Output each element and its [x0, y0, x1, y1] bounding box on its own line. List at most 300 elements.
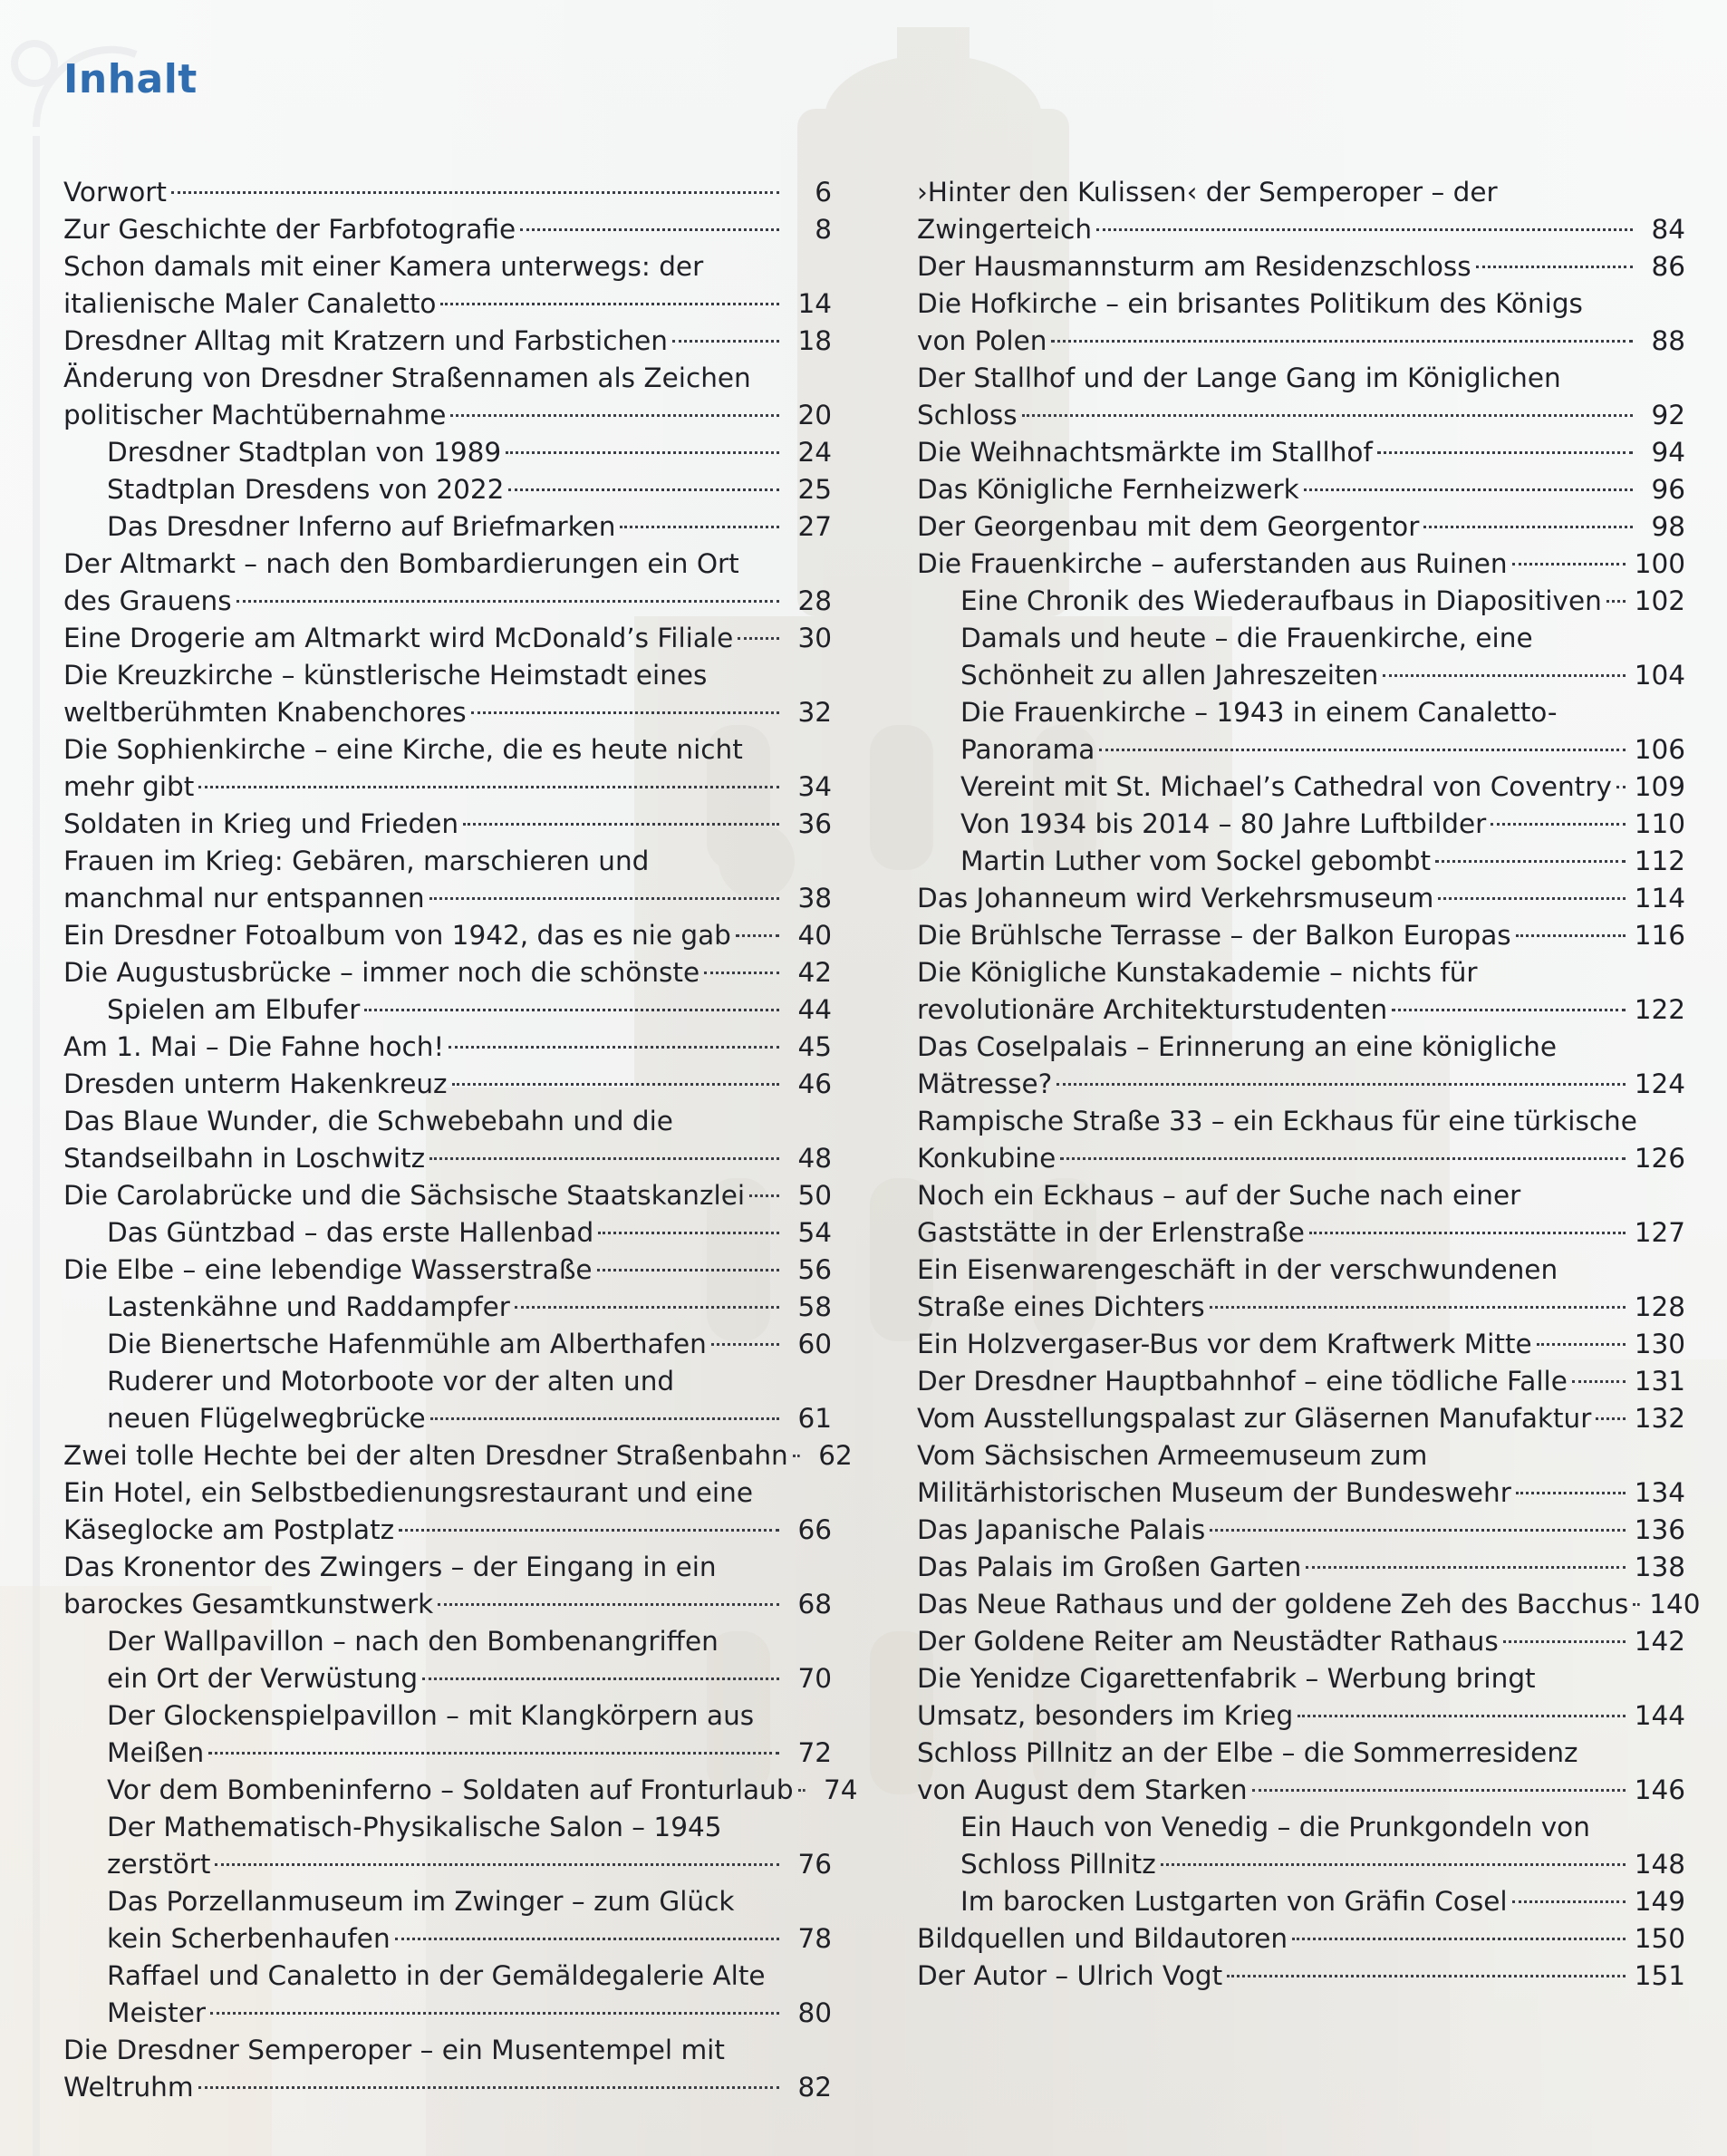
- page-number: 146: [1634, 1774, 1685, 1805]
- page-number: 86: [1651, 251, 1685, 282]
- toc-entry-title: manchmal nur entspannen: [63, 883, 425, 914]
- dot-leader: [1633, 1603, 1640, 1606]
- dot-leader: [429, 897, 779, 900]
- toc-entry: [917, 1586, 1701, 1623]
- toc-entry-row: [63, 2069, 832, 2106]
- toc-entry-title-line: Der Mathematisch-Physikalische Salon – 1945: [107, 1812, 722, 1842]
- dot-leader: [1210, 1306, 1626, 1309]
- toc-entry-row: [63, 1437, 853, 1474]
- dot-leader: [1056, 1083, 1625, 1086]
- page-number: 144: [1634, 1700, 1685, 1731]
- toc-subentry: [63, 1363, 832, 1437]
- toc-entry-title: Zwingerteich: [917, 214, 1093, 245]
- toc-entry-row: [63, 806, 832, 843]
- toc-entry: [917, 285, 1685, 360]
- toc-subentry: [63, 1697, 832, 1772]
- page-number: 20: [797, 400, 832, 430]
- dot-leader: [438, 1603, 779, 1606]
- page-number: 44: [797, 994, 832, 1025]
- toc-entry-row: [63, 1512, 832, 1549]
- toc-entry-title: Der Goldene Reiter am Neustädter Rathaus: [917, 1626, 1499, 1657]
- toc-entry-title: Im barocken Lustgarten von Gräfin Cosel: [960, 1886, 1508, 1917]
- toc-entry: [917, 508, 1685, 546]
- toc-entry-title-line: Das Porzellanmuseum im Zwinger – zum Glück: [107, 1886, 735, 1917]
- dot-leader: [399, 1529, 779, 1532]
- toc-entry-title: Vom Ausstellungspalast zur Gläsernen Manufaktur: [917, 1403, 1592, 1434]
- dot-leader: [449, 1046, 779, 1049]
- page-number: 88: [1651, 325, 1685, 356]
- page-number: 140: [1649, 1589, 1701, 1619]
- toc-entry-row: [960, 1846, 1685, 1883]
- toc-entry: [63, 174, 832, 211]
- dot-leader: [1306, 1566, 1625, 1569]
- dot-leader: [1503, 1640, 1626, 1643]
- toc-entry-row: [917, 1214, 1685, 1252]
- toc-entry-title-line: Der Altmarkt – nach den Bombardierungen ein Ort: [63, 548, 739, 579]
- toc-entry-title: Spielen am Elbufer: [107, 994, 361, 1025]
- toc-entry-row: [917, 1512, 1685, 1549]
- toc-entry-title-line: Frauen im Krieg: Gebären, marschieren und: [63, 846, 650, 876]
- toc-entry-title: Das Güntzbad – das erste Hallenbad: [107, 1217, 594, 1248]
- page-number: 60: [797, 1329, 832, 1359]
- toc-entry: [63, 954, 832, 991]
- toc-entry-title: von August dem Starken: [917, 1774, 1248, 1805]
- dot-leader: [1298, 1715, 1626, 1717]
- toc-entry: [63, 731, 832, 806]
- dot-leader: [1252, 1789, 1626, 1792]
- toc-entry-title-line: Raffael und Canaletto in der Gemäldegalerie Alte: [107, 1960, 766, 1991]
- page-number: 142: [1634, 1626, 1685, 1657]
- page-number: 106: [1634, 734, 1685, 765]
- toc-entry-row: [917, 1549, 1685, 1586]
- toc-entry-title-line: Die Sophienkirche – eine Kirche, die es heute nicht: [63, 734, 743, 765]
- toc-entry: [917, 1326, 1685, 1363]
- toc-entry: [63, 360, 832, 434]
- page-number: 138: [1634, 1552, 1685, 1582]
- toc-entry-title-line: Der Glockenspielpavillon – mit Klangkörpern aus: [107, 1700, 755, 1731]
- toc-entry: [63, 806, 832, 843]
- toc-entry-row: [960, 806, 1685, 843]
- toc-entry: [63, 1029, 832, 1066]
- toc-entry-row: [917, 248, 1685, 285]
- toc-entry-title: mehr gibt: [63, 771, 195, 802]
- dot-leader: [440, 303, 779, 305]
- dot-leader: [711, 1343, 779, 1346]
- toc-entry-title: politischer Machtübernahme: [63, 400, 447, 430]
- toc-subentry: [917, 843, 1685, 880]
- toc-entry: [63, 620, 832, 657]
- dot-leader: [1377, 451, 1633, 454]
- toc-entry-title: Das Neue Rathaus und der goldene Zeh des Bacchus: [917, 1589, 1629, 1619]
- toc-entry-row: [917, 211, 1685, 248]
- dot-leader: [364, 1009, 779, 1011]
- page-number: 151: [1634, 1960, 1685, 1991]
- toc-entry-title: Von 1934 bis 2014 – 80 Jahre Luftbilder: [960, 808, 1487, 839]
- toc-entry-row: [63, 1140, 832, 1177]
- toc-entry-title-line: Die Königliche Kunstakademie – nichts für: [917, 957, 1478, 988]
- toc-entry-title: Das Johanneum wird Verkehrsmuseum: [917, 883, 1434, 914]
- toc-subentry: [63, 1326, 832, 1363]
- toc-entry-title: Zwei tolle Hechte bei der alten Dresdner Straßenbahn: [63, 1440, 788, 1471]
- toc-entry-title: Meißen: [107, 1737, 205, 1768]
- toc-entry-title: Das Dresdner Inferno auf Briefmarken: [107, 511, 616, 542]
- toc-entry: [917, 1549, 1685, 1586]
- toc-entry-title: zerstört: [107, 1849, 211, 1880]
- toc-subentry: [917, 694, 1685, 769]
- toc-entry-row: [63, 583, 832, 620]
- toc-entry-row: [917, 1400, 1685, 1437]
- toc-entry-title: Dresdner Alltag mit Kratzern und Farbstichen: [63, 325, 669, 356]
- toc-entry: [917, 1252, 1685, 1326]
- toc-entry-row: [917, 1697, 1685, 1735]
- toc-entry-title: ein Ort der Verwüstung: [107, 1663, 419, 1694]
- toc-entry-title-line: Vom Sächsischen Armeemuseum zum: [917, 1440, 1428, 1471]
- toc-entry-row: [917, 1140, 1685, 1177]
- toc-entry-row: [917, 917, 1685, 954]
- toc-entry-title: Die Augustusbrücke – immer noch die schönste: [63, 957, 700, 988]
- dot-leader: [598, 1232, 779, 1234]
- toc-entry-title: Das Königliche Fernheizwerk: [917, 474, 1299, 505]
- toc-entry-title: Vereint mit St. Michael’s Cathedral von Coventry: [960, 771, 1612, 802]
- page-number: 70: [797, 1663, 832, 1694]
- toc-entry-title: Umsatz, besonders im Krieg: [917, 1700, 1294, 1731]
- dot-leader: [1438, 897, 1625, 900]
- page-number: 78: [797, 1923, 832, 1954]
- page-number: 6: [815, 177, 832, 208]
- toc-entry-title-line: Das Kronentor des Zwingers – der Eingang in ein: [63, 1552, 717, 1582]
- toc-entry-row: [917, 880, 1685, 917]
- toc-entry-row: [63, 769, 832, 806]
- toc-subentry: [917, 769, 1685, 806]
- toc-entry-row: [63, 397, 832, 434]
- page-number: 42: [797, 957, 832, 988]
- toc-entry-row: [917, 1772, 1685, 1809]
- dot-leader: [429, 1157, 779, 1160]
- dot-leader: [1616, 786, 1626, 788]
- toc-entry-title-line: ›Hinter den Kulissen‹ der Semperoper – der: [917, 177, 1498, 208]
- toc-entry-row: [63, 917, 832, 954]
- dot-leader: [620, 526, 779, 528]
- toc-entry: [63, 1437, 853, 1474]
- toc-entry: [917, 1920, 1685, 1958]
- toc-entry-row: [107, 1735, 832, 1772]
- toc-entry-title: Käseglocke am Postplatz: [63, 1514, 395, 1545]
- toc-entry-title-line: Die Yenidze Cigarettenfabrik – Werbung bringt: [917, 1663, 1536, 1694]
- toc-right-column: [917, 174, 1701, 1995]
- page-number: 124: [1634, 1068, 1685, 1099]
- dot-leader: [1292, 1938, 1626, 1940]
- toc-entry: [63, 843, 832, 917]
- toc-entry: [63, 1066, 832, 1103]
- toc-entry-row: [917, 471, 1685, 508]
- toc-entry-title-line: Der Wallpavillon – nach den Bombenangriffen: [107, 1626, 719, 1657]
- toc-entry-title: Straße eines Dichters: [917, 1291, 1205, 1322]
- toc-entry: [63, 1103, 832, 1177]
- toc-entry-title: Ein Dresdner Fotoalbum von 1942, das es nie gab: [63, 920, 731, 951]
- toc-entry: [917, 1177, 1685, 1252]
- toc-entry-title: Eine Chronik des Wiederaufbaus in Diapositiven: [960, 585, 1602, 616]
- toc-entry-row: [107, 1920, 832, 1958]
- toc-subentry: [917, 1809, 1685, 1883]
- page-number: 110: [1634, 808, 1685, 839]
- page-number: 66: [797, 1514, 832, 1545]
- page-number: 80: [797, 1997, 832, 2028]
- dot-leader: [1516, 934, 1626, 937]
- toc-left-column: [63, 174, 858, 2106]
- dot-leader: [798, 1789, 806, 1792]
- toc-entry-title-line: Noch ein Eckhaus – auf der Suche nach einer: [917, 1180, 1521, 1211]
- toc-entry-row: [63, 174, 832, 211]
- toc-entry-title: Schönheit zu allen Jahreszeiten: [960, 660, 1379, 691]
- toc-entry-title-line: Ein Hotel, ein Selbstbedienungsrestaurant und eine: [63, 1477, 753, 1508]
- toc-entry-row: [107, 434, 832, 471]
- page-number: 62: [818, 1440, 853, 1471]
- toc-subentry: [917, 620, 1685, 694]
- toc-entry: [63, 2032, 832, 2106]
- toc-entry-row: [107, 1289, 832, 1326]
- toc-entry-title: Vor dem Bombeninferno – Soldaten auf Fronturlaub: [107, 1774, 794, 1805]
- page-number: 102: [1634, 585, 1685, 616]
- toc-entry-title: Dresden unterm Hakenkreuz: [63, 1068, 448, 1099]
- dot-leader: [597, 1269, 779, 1271]
- page-number: 40: [797, 920, 832, 951]
- page-number: 100: [1634, 548, 1685, 579]
- toc-entry-row: [107, 1326, 832, 1363]
- dot-leader: [1060, 1157, 1625, 1160]
- toc-subentry: [63, 1809, 832, 1883]
- toc-entry-title: Vorwort: [63, 177, 167, 208]
- toc-entry-row: [63, 620, 832, 657]
- toc-entry-title: Stadtplan Dresdens von 2022: [107, 474, 505, 505]
- toc-entry: [63, 1474, 832, 1549]
- toc-entry-title: des Grauens: [63, 585, 232, 616]
- toc-entry-title: Schloss Pillnitz: [960, 1849, 1156, 1880]
- dot-leader: [1537, 1343, 1626, 1346]
- toc-entry-title: Der Dresdner Hauptbahnhof – eine tödliche Falle: [917, 1366, 1568, 1397]
- page-number: 25: [797, 474, 832, 505]
- page-number: 130: [1634, 1329, 1685, 1359]
- toc-entry: [917, 1660, 1685, 1735]
- toc-entry-row: [63, 694, 832, 731]
- dot-leader: [1516, 1492, 1626, 1494]
- page-number: 34: [797, 771, 832, 802]
- toc-entry-title: von Polen: [917, 325, 1047, 356]
- page-number: 28: [797, 585, 832, 616]
- toc-entry-row: [63, 285, 832, 323]
- toc-entry: [917, 1437, 1685, 1512]
- dot-leader: [738, 637, 779, 640]
- toc-entry-title: Mätresse?: [917, 1068, 1053, 1099]
- toc-entry-title: Standseilbahn in Loschwitz: [63, 1143, 426, 1174]
- toc-entry: [917, 880, 1685, 917]
- toc-entry-title: barockes Gesamtkunstwerk: [63, 1589, 434, 1619]
- dot-leader: [215, 1863, 779, 1866]
- toc-entry-title: Lastenkähne und Raddampfer: [107, 1291, 510, 1322]
- toc-entry-row: [107, 1214, 832, 1252]
- page-number: 68: [797, 1589, 832, 1619]
- dot-leader: [1512, 1900, 1626, 1903]
- toc-entry-row: [917, 1326, 1685, 1363]
- toc-entry-row: [917, 1474, 1685, 1512]
- dot-leader: [1051, 340, 1633, 343]
- page-title: Inhalt: [63, 56, 198, 102]
- toc-entry: [63, 546, 832, 620]
- dot-leader: [1161, 1863, 1626, 1866]
- toc-entry-title: Am 1. Mai – Die Fahne hoch!: [63, 1031, 445, 1062]
- toc-entry: [917, 1512, 1685, 1549]
- toc-entry-row: [63, 1177, 832, 1214]
- toc-entry-title-line: Die Hofkirche – ein brisantes Politikum des Königs: [917, 288, 1583, 319]
- toc-entry-title: italienische Maler Canaletto: [63, 288, 437, 319]
- toc-entry-title: Militärhistorischen Museum der Bundeswehr: [917, 1477, 1511, 1508]
- dot-leader: [1227, 1975, 1626, 1977]
- page-number: 98: [1651, 511, 1685, 542]
- page-number: 132: [1634, 1403, 1685, 1434]
- dot-leader: [506, 451, 779, 454]
- toc-entry-row: [63, 1586, 832, 1623]
- toc-entry-title-line: Das Blaue Wunder, die Schwebebahn und die: [63, 1106, 673, 1136]
- dot-leader: [520, 228, 779, 231]
- dot-leader: [1435, 860, 1626, 863]
- toc-entry-title: Panorama: [960, 734, 1095, 765]
- dot-leader: [1309, 1232, 1626, 1234]
- dot-leader: [1304, 488, 1633, 491]
- dot-leader: [672, 340, 779, 343]
- toc-entry-row: [960, 1883, 1685, 1920]
- toc-entry: [917, 1735, 1685, 1809]
- toc-entry: [63, 1252, 832, 1289]
- toc-entry-row: [107, 1660, 832, 1697]
- page-number: 24: [797, 437, 832, 468]
- toc-subentry: [63, 434, 832, 471]
- toc-entry-row: [960, 843, 1685, 880]
- page-number: 84: [1651, 214, 1685, 245]
- toc-entry-row: [107, 991, 832, 1029]
- dot-leader: [208, 1752, 779, 1755]
- toc-entry-title-line: Ein Hauch von Venedig – die Prunkgondeln von: [960, 1812, 1590, 1842]
- toc-entry-title-line: Schon damals mit einer Kamera unterwegs: der: [63, 251, 704, 282]
- toc-entry-row: [107, 1772, 858, 1809]
- toc-entry-title-line: Die Frauenkirche – 1943 in einem Canaletto-: [960, 697, 1558, 728]
- toc-entry-row: [960, 657, 1685, 694]
- dot-leader: [1572, 1380, 1626, 1383]
- dot-leader: [1099, 749, 1625, 751]
- toc-entry-row: [63, 323, 832, 360]
- dot-leader: [515, 1306, 779, 1309]
- toc-entry-title-line: Die Dresdner Semperoper – ein Musentempel mit: [63, 2035, 725, 2065]
- toc-entry-row: [63, 954, 832, 991]
- page-number: 27: [797, 511, 832, 542]
- toc-subentry: [63, 1772, 858, 1809]
- page-number: 61: [797, 1403, 832, 1434]
- toc-entry-row: [917, 991, 1685, 1029]
- toc-entry: [917, 546, 1685, 583]
- dot-leader: [1606, 600, 1626, 603]
- page-number: 30: [797, 623, 832, 653]
- toc-entry-title: weltberühmten Knabenchores: [63, 697, 467, 728]
- dot-leader: [450, 414, 779, 417]
- page-number: 36: [797, 808, 832, 839]
- page-number: 149: [1634, 1886, 1685, 1917]
- page-number: 116: [1634, 920, 1685, 951]
- toc-entry-title: Schloss: [917, 400, 1018, 430]
- page-number: 126: [1634, 1143, 1685, 1174]
- page-number: 46: [797, 1068, 832, 1099]
- toc-entry: [917, 248, 1685, 285]
- dot-leader: [236, 600, 779, 603]
- toc-subentry: [63, 1883, 832, 1958]
- toc-entry-title: Die Elbe – eine lebendige Wasserstraße: [63, 1254, 593, 1285]
- toc-entry: [63, 657, 832, 731]
- toc-entry-title: neuen Flügelwegbrücke: [107, 1403, 426, 1434]
- toc-entry-title: Bildquellen und Bildautoren: [917, 1923, 1288, 1954]
- toc-entry-title: Martin Luther vom Sockel gebombt: [960, 846, 1432, 876]
- page-number: 122: [1634, 994, 1685, 1025]
- toc-entry-row: [107, 1995, 832, 2032]
- page-number: 50: [797, 1180, 832, 1211]
- page-number: 134: [1634, 1477, 1685, 1508]
- toc-subentry: [917, 806, 1685, 843]
- toc-entry-row: [917, 508, 1685, 546]
- toc-entry-row: [917, 1920, 1685, 1958]
- toc-entry: [917, 471, 1685, 508]
- page-number: 18: [797, 325, 832, 356]
- page-number: 45: [797, 1031, 832, 1062]
- toc-entry-title: Die Weihnachtsmärkte im Stallhof: [917, 437, 1373, 468]
- toc-entry-row: [917, 1289, 1685, 1326]
- toc-entry-title-line: Der Stallhof und der Lange Gang im Königlichen: [917, 363, 1561, 393]
- toc-entry-row: [917, 397, 1685, 434]
- toc-subentry: [63, 1623, 832, 1697]
- page-number: 72: [797, 1737, 832, 1768]
- dot-leader: [1596, 1417, 1625, 1420]
- toc-entry-title-line: Damals und heute – die Frauenkirche, eine: [960, 623, 1533, 653]
- toc-subentry: [63, 1214, 832, 1252]
- dot-leader: [430, 1417, 779, 1420]
- dot-leader: [198, 786, 779, 788]
- dot-leader: [1512, 563, 1626, 566]
- dot-leader: [1476, 266, 1633, 268]
- dot-leader: [704, 972, 779, 974]
- toc-entry-row: [960, 769, 1685, 806]
- toc-entry-title: Eine Drogerie am Altmarkt wird McDonald’s Filiale: [63, 623, 734, 653]
- toc-entry-row: [917, 1363, 1685, 1400]
- dot-leader: [793, 1455, 800, 1457]
- toc-entry-row: [960, 731, 1685, 769]
- toc-entry-title-line: Die Kreuzkirche – künstlerische Heimstadt eines: [63, 660, 708, 691]
- toc-entry-row: [917, 323, 1685, 360]
- toc-entry-title: Der Autor – Ulrich Vogt: [917, 1960, 1223, 1991]
- toc-entry-row: [107, 1846, 832, 1883]
- page-number: 38: [797, 883, 832, 914]
- toc-subentry: [63, 471, 832, 508]
- dot-leader: [210, 2012, 779, 2015]
- page-number: 92: [1651, 400, 1685, 430]
- toc-entry-title: Ein Holzvergaser-Bus vor dem Kraftwerk Mitte: [917, 1329, 1532, 1359]
- toc-entry-title: Der Hausmannsturm am Residenzschloss: [917, 251, 1471, 282]
- toc-entry-row: [107, 1400, 832, 1437]
- toc-subentry: [63, 1958, 832, 2032]
- toc-entry-row: [917, 1623, 1685, 1660]
- page-number: 8: [815, 214, 832, 245]
- page-number: 96: [1651, 474, 1685, 505]
- toc-entry: [63, 248, 832, 323]
- page-number: 104: [1634, 660, 1685, 691]
- toc-entry: [917, 174, 1685, 248]
- page-number: 14: [797, 288, 832, 319]
- toc-entry-title: Die Brühlsche Terrasse – der Balkon Europas: [917, 920, 1511, 951]
- toc-entry-row: [960, 583, 1685, 620]
